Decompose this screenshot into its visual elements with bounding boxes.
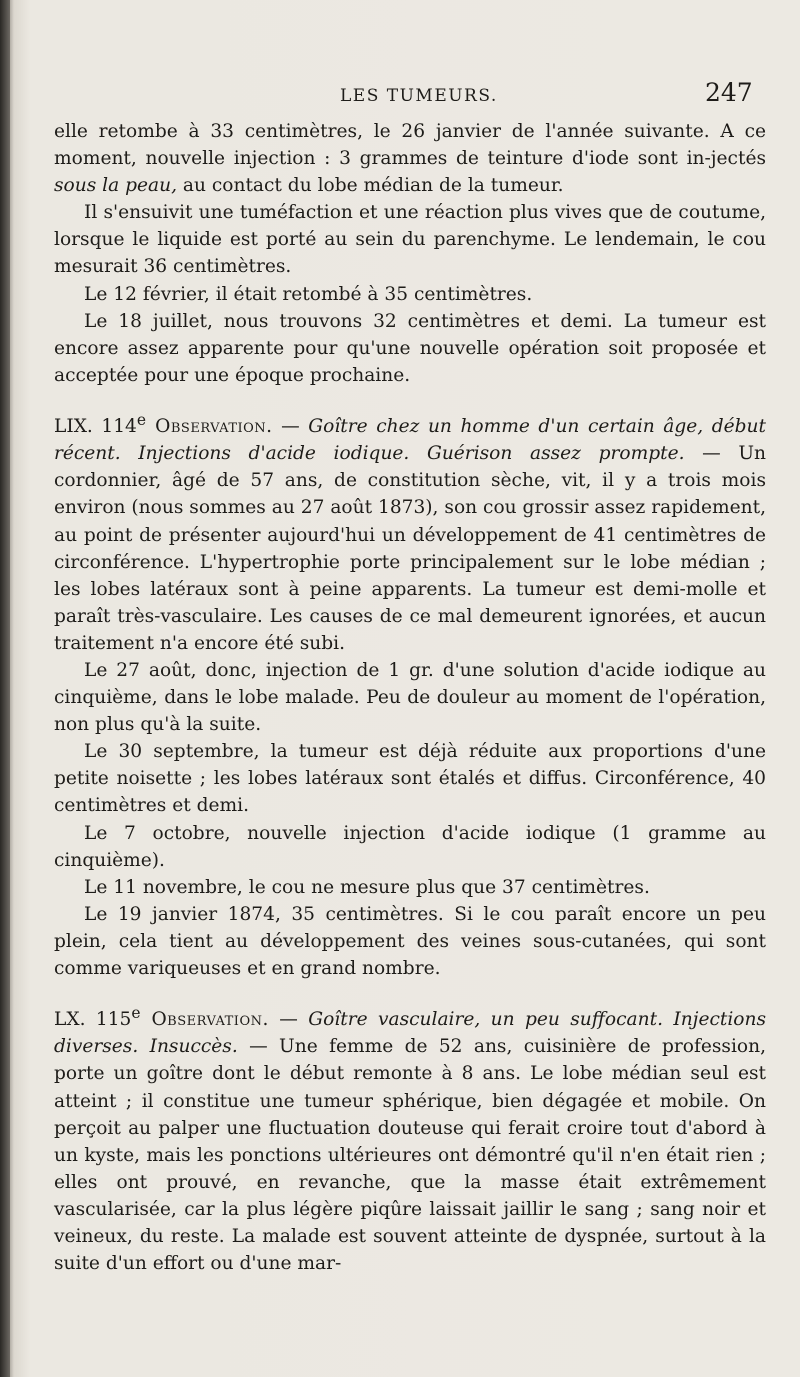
book-spine-edge: [0, 0, 10, 1377]
observation-114: [54, 407, 766, 657]
paragraph-continuation: [54, 118, 766, 199]
observation-dash: —: [268, 1009, 309, 1031]
paragraph: Le 27 août, donc, injection de 1 gr. d'une solution d'acide iodique au cinquième, dans le lobe malade. Peu de douleur au moment de l'opération, non plus qu'à la suite.: [54, 659, 766, 736]
paragraph: Le 12 février, il était retombé à 35 centimètres.: [84, 283, 533, 305]
observation-number: LIX. 114: [54, 416, 137, 438]
observation-title: Goître chez un homme d'un certain âge, début récent. Injections d'acide iodique. Guérison assez prompte.: [54, 416, 766, 465]
observation-115: [54, 1000, 766, 1277]
observation-number-suffix: e: [136, 410, 147, 429]
paragraph: Il s'ensuivit une tuméfaction et une réaction plus vives que de coutume, lorsque le liquide est porté au sein du parenchyme. Le lendemain, le cou mesurait 36 centimètres.: [54, 202, 766, 278]
observation-text: — Un cordonnier, âgé de 57 ans, de constitution sèche, vit, il y a trois mois environ (nous sommes au 27 août 1873), son cou grossir assez rapidement, au point de présenter aujourd'hui un développement de 41 centimètres de circonférence. L'hypertrophie porte principalement sur le lobe médian ; les lobes latéraux sont à peine apparents. La tumeur est demi-molle et paraît très-vasculaire. Les causes de ce mal demeurent ignorées, et aucun traitement n'a encore été subi.: [54, 443, 767, 654]
observation-label: Observation.: [146, 416, 273, 438]
observation-text: — Une femme de 52 ans, cuisinière de profession, porte un goître dont le début remonte à 8 ans. Le lobe médian seul est atteint ; il constitue une tumeur sphérique, bien dégagée et mobile. On perçoit au palper une fluctuation douteuse qui ferait croire tout d'abord à un kyste, mais les ponctions ultérieures ont démontré qu'il n'en était rien ; elles ont prouvé, en revanche, que la masse était extrêmement vascularisée, car la plus légère piqûre laissait jaillir le sang ; sang noir et veineux, du reste. La malade est souvent atteinte de dyspnée, surtout à la suite d'un effort ou d'une mar-: [54, 1036, 766, 1275]
page-header: [0, 78, 800, 118]
page-number: 247: [705, 78, 753, 107]
paragraph: Le 30 septembre, la tumeur est déjà réduite aux proportions d'une petite noisette ; les lobes latéraux sont étalés et diffus. Circonférence, 40 centimètres et demi.: [54, 741, 766, 817]
observation-title: Goître vasculaire, un peu suffocant. Injections diverses. Insuccès.: [54, 1009, 766, 1058]
observation-label: Observation.: [140, 1009, 269, 1031]
page-body: [54, 118, 766, 1277]
observation-dash: —: [272, 416, 309, 438]
paragraph: Le 19 janvier 1874, 35 centimètres. Si le cou paraît encore un peu plein, cela tient au développement des veines sous-cutanées, qui sont comme variqueuses et en grand nombre.: [54, 903, 766, 979]
paragraph: Le 7 octobre, nouvelle injection d'acide iodique (1 gramme au cinquième).: [54, 822, 766, 871]
paragraph-text: elle retombe à 33 centimètres, le 26 janvier de l'année suivante. A ce moment, nouvelle injection : 3 grammes de teinture d'iode sont in-jectés: [54, 121, 766, 170]
paragraph-text: au contact du lobe médian de la tumeur.: [176, 175, 564, 197]
observation-number-suffix: e: [131, 1004, 141, 1023]
paragraph: Le 18 juillet, nous trouvons 32 centimètres et demi. La tumeur est encore assez apparente pour qu'une nouvelle opération soit proposée et acceptée pour une époque prochaine.: [54, 310, 766, 386]
italic-phrase: sous la peau,: [54, 175, 177, 197]
paragraph: Le 11 novembre, le cou ne mesure plus que 37 centimètres.: [84, 876, 650, 898]
observation-number: LX. 115: [54, 1009, 132, 1031]
running-head: LES TUMEURS.: [340, 86, 498, 106]
